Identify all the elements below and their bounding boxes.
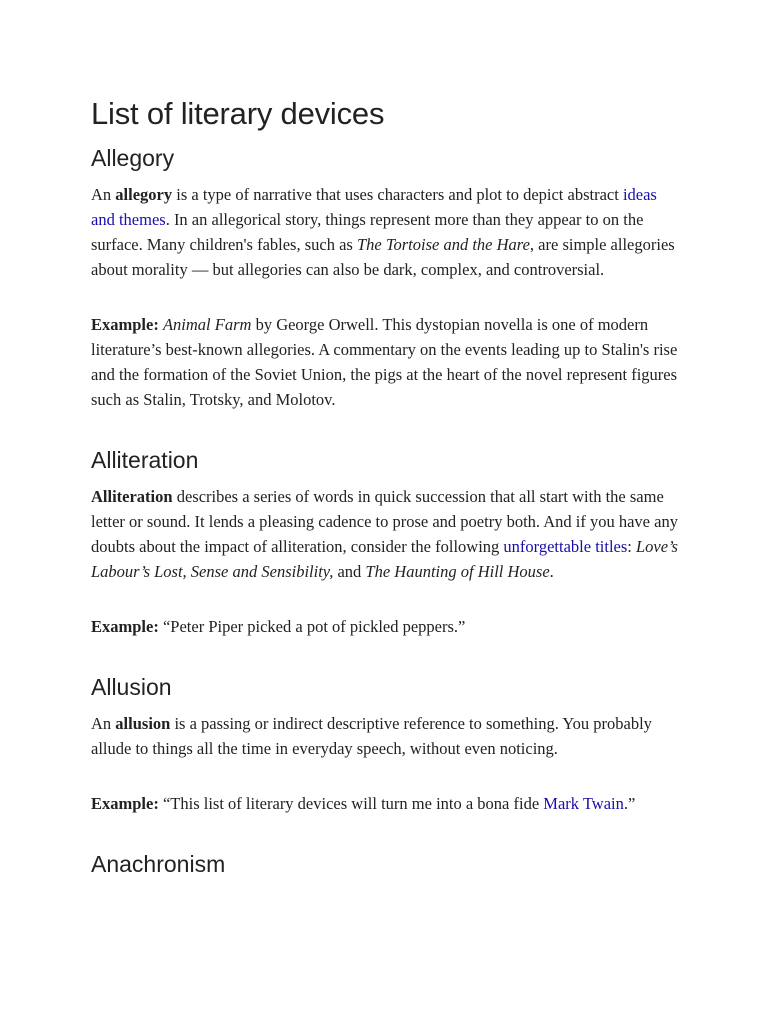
term-allegory: allegory [115,185,173,204]
alliteration-example [91,614,679,639]
allegory-definition [91,182,679,282]
text-span: . [549,562,554,581]
example-label: Example: [91,794,159,813]
text-span: “This list of literary devices will turn me into a bona fide [158,794,544,813]
allegory-example [91,312,679,412]
text-span: An [91,714,116,733]
text-span: . In an allegorical story, things represent more than they appear to on the surface. Many children's fables, such as [91,210,644,254]
link-ideas-and-themes[interactable]: ideas and themes [91,185,657,229]
example-label: Example: [91,617,159,636]
section-allegory [91,144,679,412]
page-title: List of literary devices [91,96,385,131]
section-alliteration [91,446,679,639]
titles-list: Love’s Labour’s Lost, Sense and Sensibility, [91,537,678,581]
text-span: “Peter Piper picked a pot of pickled peppers.” [158,617,466,636]
document-page [91,96,679,888]
title-animal-farm: Animal Farm [162,315,252,334]
text-span: An [91,185,116,204]
example-label: Example: [91,315,159,334]
allusion-example [91,791,679,816]
title-haunting-of-hill-house: The Haunting of Hill House [365,562,550,581]
section-anachronism [91,850,679,878]
text-span: is a passing or indirect descriptive reference to something. You probably allude to things all the time in everyday speech, without even noticing. [91,714,652,758]
title-tortoise-and-hare: The Tortoise and the Hare [356,235,530,254]
text-span: is a type of narrative that uses characters and plot to depict abstract [172,185,623,204]
text-span: , are simple allegories about morality — but allegories can also be dark, complex, and controversial. [91,235,675,279]
term-alliteration: Alliteration [91,487,173,506]
term-allusion: allusion [115,714,171,733]
text-span: : [627,537,636,556]
link-mark-twain[interactable]: Mark Twain [543,794,624,813]
heading-allegory: Allegory [91,145,175,171]
heading-anachronism: Anachronism [91,851,226,877]
heading-allusion: Allusion [91,674,172,700]
alliteration-definition [91,484,679,584]
heading-alliteration: Alliteration [91,447,199,473]
text-span: .” [623,794,636,813]
section-allusion [91,673,679,816]
allusion-definition [91,711,679,761]
text-span: by George Orwell. This dystopian novella is one of modern literature’s best-known allegories. A commentary on the events leading up to Stalin's rise and the formation of the Soviet Union, the pigs at the heart of the novel represent figures such as Stalin, Trotsky, and Molotov. [91,315,678,409]
text-span: describes a series of words in quick succession that all start with the same letter or sound. It lends a pleasing cadence to prose and poetry both. And if you have any doubts about the impact of alliteration, consider the following [91,487,678,556]
link-unforgettable-titles[interactable]: unforgettable titles [503,537,628,556]
text-span: and [333,562,366,581]
